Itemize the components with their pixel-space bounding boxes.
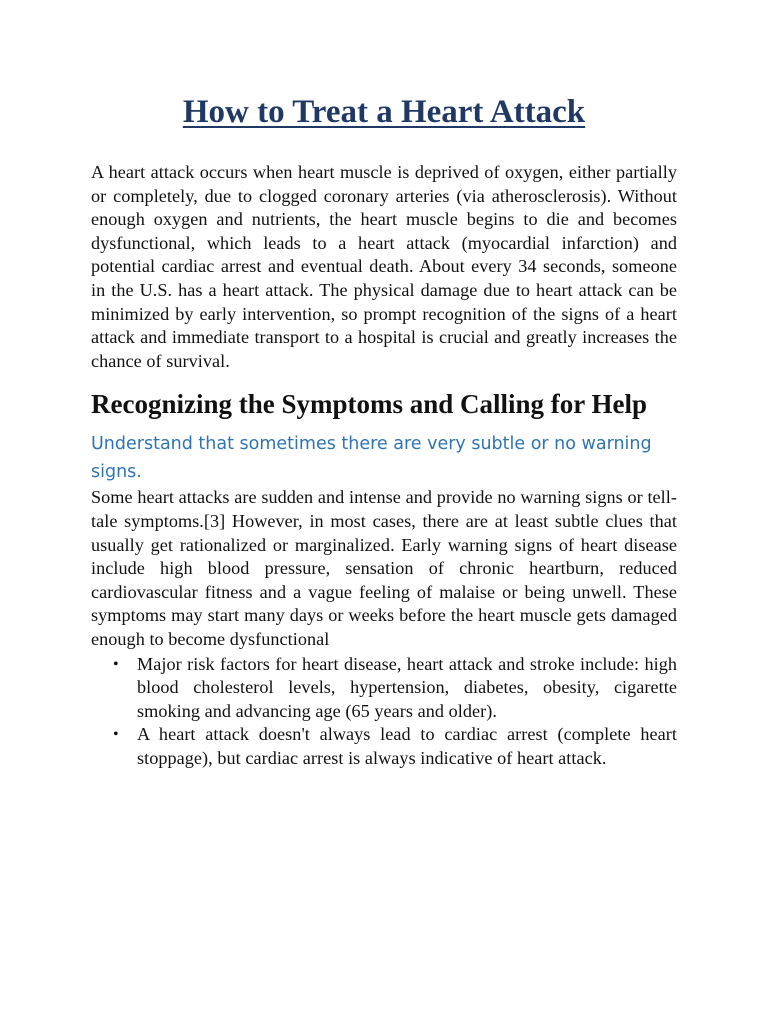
subheading: Understand that sometimes there are very subtle or no warning signs. xyxy=(91,434,652,483)
bullet-item-risk-factors xyxy=(91,653,677,724)
page-title: How to Treat a Heart Attack xyxy=(182,94,586,130)
bullet-text: Major risk factors for heart disease, heart attack and stroke include: high blood cholesterol levels, hypertension, diabetes, obesity, cigarette smoking and advancing age (65 years and older). xyxy=(137,653,677,721)
section-body-paragraph: Some heart attacks are sudden and intense and provide no warning signs or tell-tale symptoms.[3] However, in most cases, there are at least subtle clues that usually get rationalized or marginalized. Early warning signs of heart disease include high blood pressure, sensation of chronic heartburn, reduced cardiovascular fitness and a vague feeling of malaise or being unwell. These symptoms may start many days or weeks before the heart muscle gets damaged enough to become dysfunctional xyxy=(91,487,677,649)
section-heading: Recognizing the Symptoms and Calling for Help xyxy=(91,389,648,420)
bullet-icon: • xyxy=(113,655,119,673)
intro-paragraph: A heart attack occurs when heart muscle is deprived of oxygen, either partially or completely, due to clogged coronary arteries (via atherosclerosis). Without enough oxygen and nutrients, the heart muscle begins to die and becomes dysfunctional, which leads to a heart attack (myocardial infarction) and potential cardiac arrest and eventual death. About every 34 seconds, someone in the U.S. has a heart attack. The physical damage due to heart attack can be minimized by early intervention, so prompt recognition of the signs of a heart attack and immediate transport to a hospital is crucial and greatly increases the chance of survival. xyxy=(91,162,677,371)
document-page xyxy=(91,90,677,770)
bullet-text: A heart attack doesn't always lead to cardiac arrest (complete heart stoppage), but cardiac arrest is always indicative of heart attack. xyxy=(137,724,677,768)
bullet-item-cardiac-arrest xyxy=(91,723,677,770)
bullet-icon: • xyxy=(113,726,119,744)
bullet-list xyxy=(91,653,677,771)
